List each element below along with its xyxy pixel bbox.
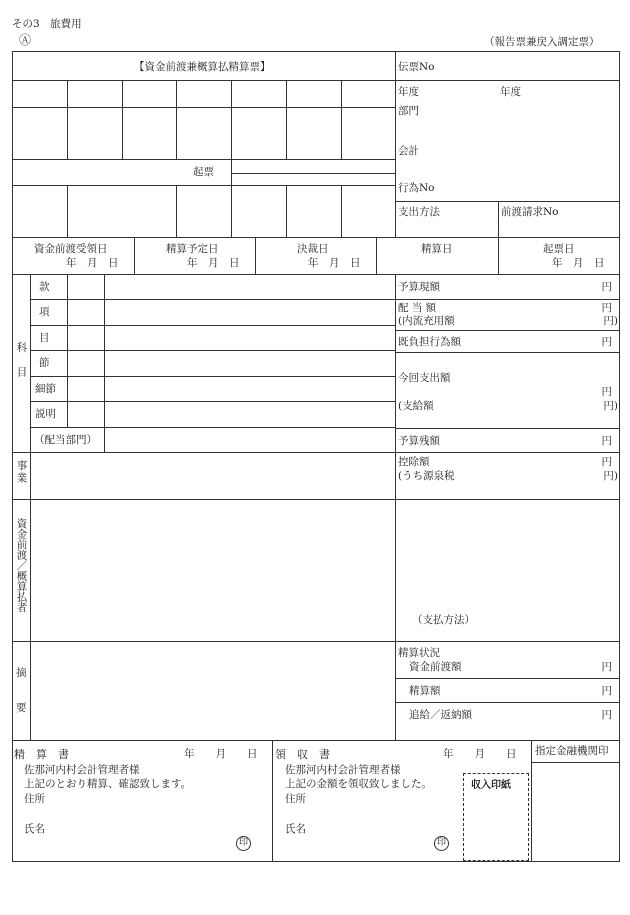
settlement-doc-addressee: 佐那河内村会計管理者様 xyxy=(24,764,140,776)
date-col-5-label: 起票日 xyxy=(543,243,575,255)
receipt-doc-statement: 上記の金額を領収致しました。 xyxy=(285,778,432,790)
form-title: 【資金前渡兼概算払精算票】 xyxy=(134,61,271,73)
internal-use-label: (内流充用額 xyxy=(398,315,455,327)
kamoku-row-moku: 目 xyxy=(39,332,50,344)
settlement-seal-icon: 印 xyxy=(236,836,251,851)
slip-no-label: 伝票No xyxy=(398,61,435,73)
kamoku-row-setsumei: 説明 xyxy=(35,408,56,420)
date-col-4-label: 精算日 xyxy=(421,243,453,255)
tekiyo-side-label-1: 摘 xyxy=(16,667,27,679)
advance-request-no-label: 前渡請求No xyxy=(501,206,559,218)
this-time-label: 今回支出額 xyxy=(398,372,451,384)
pay-method-label: （支払方法） xyxy=(412,614,475,626)
form-mark: Ⓐ xyxy=(19,33,32,47)
year-label: 年度 xyxy=(398,86,419,98)
settlement-doc-address: 住所 xyxy=(24,793,45,805)
withholding-label: (うち源泉税 xyxy=(398,470,455,482)
form-category: その3 旅費用 xyxy=(12,18,82,30)
date-col-1-date: 年 月 日 xyxy=(66,257,119,269)
kihyo-label: 起票 xyxy=(193,166,214,178)
committed-label: 既負担行為額 xyxy=(398,336,461,348)
payment-method-label: 支出方法 xyxy=(398,206,440,218)
committed-yen: 円 xyxy=(601,336,612,348)
additional-refund-label: 追給／返納額 xyxy=(409,709,472,721)
deduction-yen: 円 xyxy=(601,456,612,468)
withholding-yen: 円) xyxy=(603,470,618,482)
payment-label: (支給額 xyxy=(398,400,434,412)
department-label: 部門 xyxy=(398,105,419,117)
action-no-label: 行為No xyxy=(398,182,435,194)
kamoku-row-setsu: 節 xyxy=(39,357,50,369)
settled-amount-label: 精算額 xyxy=(409,685,441,697)
allotted-label: 配 当 額 xyxy=(398,302,437,314)
date-col-3-label: 決裁日 xyxy=(297,243,329,255)
settlement-doc-title: 精 算 書 xyxy=(14,748,69,761)
allotted-yen: 円 xyxy=(601,302,612,314)
internal-use-yen: 円) xyxy=(603,315,618,327)
budget-balance-label: 予算残額 xyxy=(398,435,440,447)
revenue-stamp-label: 収入印紙 xyxy=(471,780,511,791)
allot-dept-label: （配当部門） xyxy=(34,434,97,446)
advance-amount-label: 資金前渡額 xyxy=(409,661,462,673)
settlement-doc-statement: 上記のとおり精算、確認致します。 xyxy=(24,778,192,790)
report-note: （報告票兼戻入調定票） xyxy=(484,36,600,48)
kamoku-side-label: 科目 xyxy=(15,342,28,391)
budget-balance-yen: 円 xyxy=(601,435,612,447)
settled-amount-yen: 円 xyxy=(601,685,612,697)
kamoku-row-saisetsu: 細節 xyxy=(35,383,56,395)
date-col-2-label: 精算予定日 xyxy=(166,243,219,255)
kamoku-row-kan: 款 xyxy=(39,281,50,293)
date-col-5-date: 年 月 日 xyxy=(552,257,605,269)
receipt-doc-address: 住所 xyxy=(285,793,306,805)
payee-side-label: 資金前渡／概算払者 xyxy=(15,518,28,613)
advance-amount-yen: 円 xyxy=(601,661,612,673)
settlement-doc-name: 氏名 xyxy=(24,823,45,835)
settlement-doc-date: 年 月 日 xyxy=(184,748,258,760)
fiscal-year-label: 年度 xyxy=(500,86,521,98)
budget-current-label: 予算現額 xyxy=(398,281,440,293)
date-col-2-date: 年 月 日 xyxy=(187,257,240,269)
receipt-doc-name: 氏名 xyxy=(285,823,306,835)
kamoku-row-kou: 項 xyxy=(39,306,50,318)
receipt-seal-icon: 印 xyxy=(434,836,449,851)
jigyo-side-label: 事業 xyxy=(15,460,28,485)
accounting-label: 会計 xyxy=(398,145,419,157)
payment-yen: 円) xyxy=(603,400,618,412)
deduction-label: 控除額 xyxy=(398,456,430,468)
budget-current-yen: 円 xyxy=(601,281,612,293)
tekiyo-side-label-2: 要 xyxy=(16,702,27,714)
date-col-1-label: 資金前渡受領日 xyxy=(34,243,108,255)
bank-seal-label: 指定金融機関印 xyxy=(535,745,609,757)
settlement-status-label: 精算状況 xyxy=(398,647,440,659)
receipt-doc-date: 年 月 日 xyxy=(443,748,517,760)
receipt-doc-addressee: 佐那河内村会計管理者様 xyxy=(285,764,401,776)
date-col-3-date: 年 月 日 xyxy=(308,257,361,269)
receipt-doc-title: 領 収 書 xyxy=(275,748,330,761)
this-time-yen: 円 xyxy=(601,386,612,398)
additional-refund-yen: 円 xyxy=(601,709,612,721)
